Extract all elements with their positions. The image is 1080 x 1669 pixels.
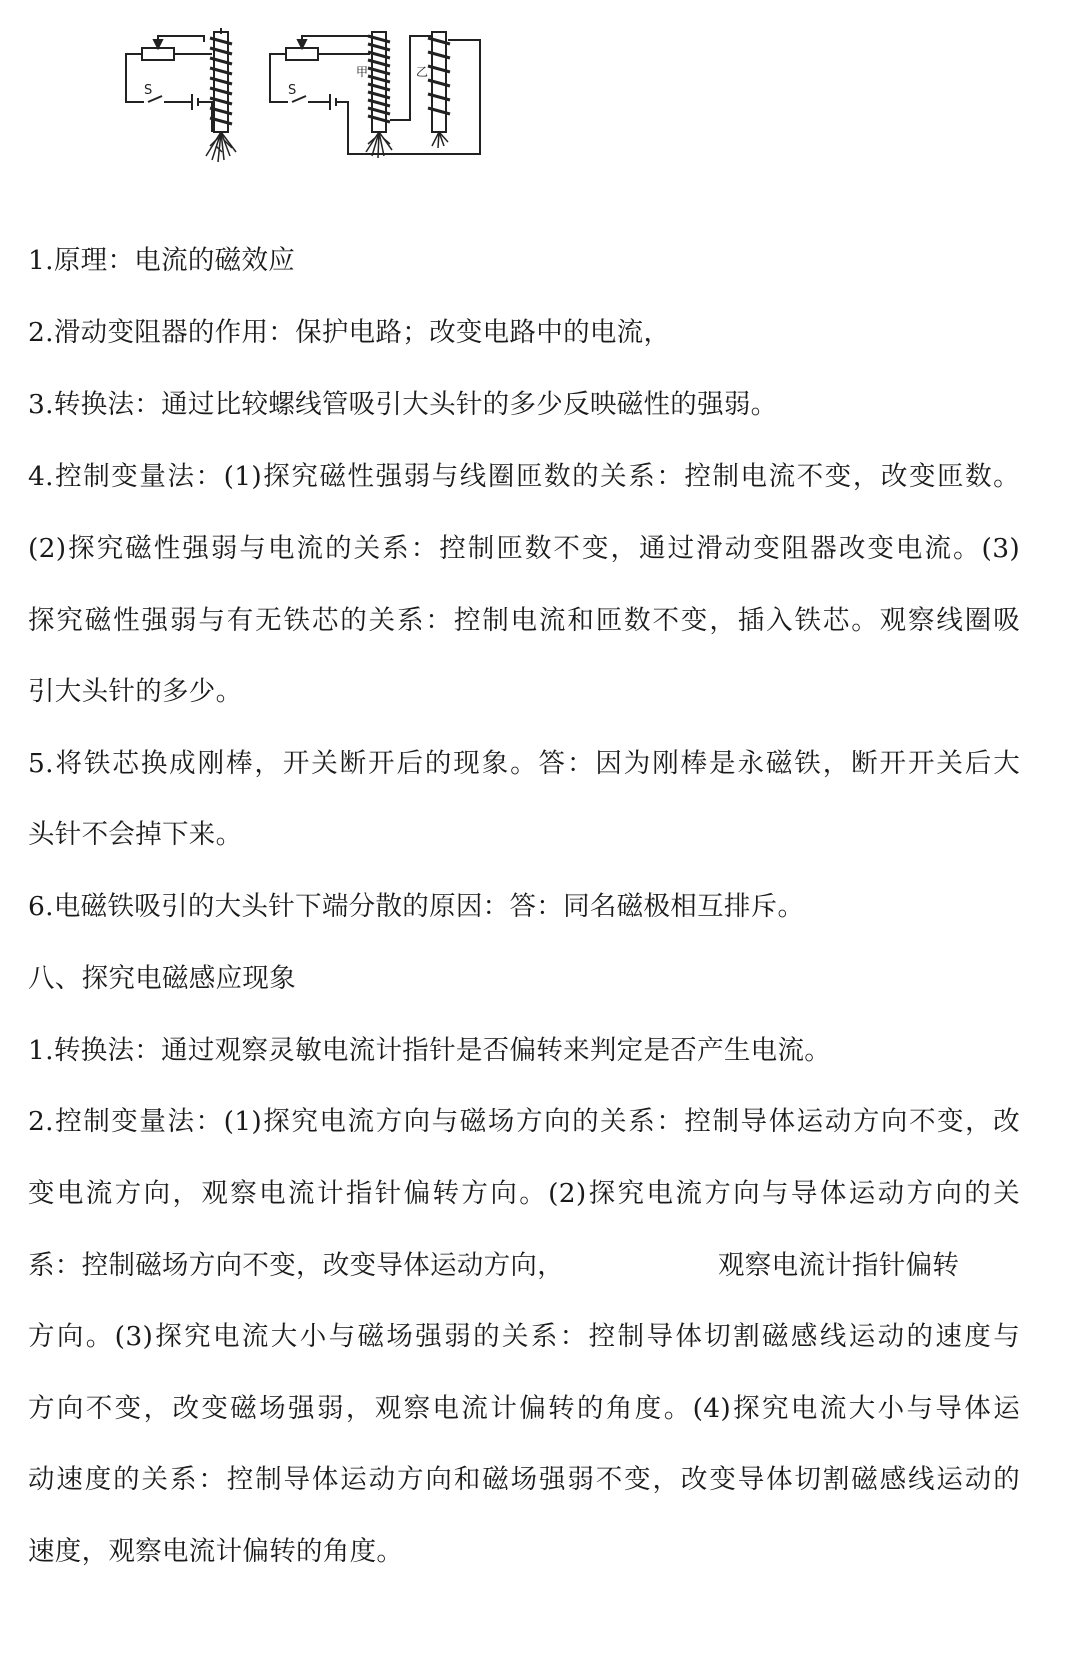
text-line: 方向不变，改变磁场强弱，观察电流计偏转的角度。(4)探究电流大小与导体运	[28, 1393, 1020, 1424]
pins-yi	[432, 132, 448, 148]
text-line: 引大头针的多少。	[28, 676, 243, 707]
text-line: 探究磁性强弱与有无铁芯的关系：控制电流和匝数不变，插入铁芯。观察线圈吸	[28, 605, 1020, 636]
text-line: 系：控制磁场方向不变，改变导体运动方向，	[28, 1250, 564, 1281]
text-line: 观察电流计指针偏转	[718, 1250, 960, 1281]
text-line: 2.滑动变阻器的作用：保护电路；改变电路中的电流，	[28, 317, 671, 348]
text-line: 3.转换法：通过比较螺线管吸引大头针的多少反映磁性的强弱。	[28, 389, 778, 420]
label-jia: 甲	[356, 65, 369, 79]
label-yi: 乙	[416, 65, 429, 79]
text-line: 1.转换法：通过观察灵敏电流计指针是否偏转来判定是否产生电流。	[28, 1035, 832, 1066]
text-line: 动速度的关系：控制导体运动方向和磁场强弱不变，改变导体切割磁感线运动的	[28, 1464, 1020, 1495]
text-line: 方向。(3)探究电流大小与磁场强弱的关系：控制导体切割磁感线运动的速度与	[28, 1321, 1020, 1352]
electromagnet-circuit-figure	[120, 20, 520, 175]
text-line: 2.控制变量法：(1)探究电流方向与磁场方向的关系：控制导体运动方向不变，改	[28, 1106, 1020, 1137]
text-line: 6.电磁铁吸引的大头针下端分散的原因：答：同名磁极相互排斥。	[28, 891, 805, 922]
right-switch-label: S	[288, 83, 297, 98]
text-line: 5.将铁芯换成刚棒，开关断开后的现象。答：因为刚棒是永磁铁，断开开关后大	[28, 748, 1020, 779]
left-pins	[206, 132, 236, 162]
section-heading: 八、探究电磁感应现象	[28, 963, 296, 994]
text-line: 头针不会掉下来。	[28, 819, 243, 850]
text-line: 1.原理：电流的磁效应	[28, 245, 296, 276]
text-line: 速度，观察电流计偏转的角度。	[28, 1536, 404, 1567]
left-switch-label: S	[144, 83, 153, 98]
text-line: 变电流方向，观察电流计指针偏转方向。(2)探究电流方向与导体运动方向的关	[28, 1178, 1020, 1209]
text-line: 4.控制变量法：(1)探究磁性强弱与线圈匝数的关系：控制电流不变，改变匝数。	[28, 461, 1020, 492]
text-line: (2)探究磁性强弱与电流的关系：控制匝数不变，通过滑动变阻器改变电流。(3)	[28, 533, 1020, 564]
